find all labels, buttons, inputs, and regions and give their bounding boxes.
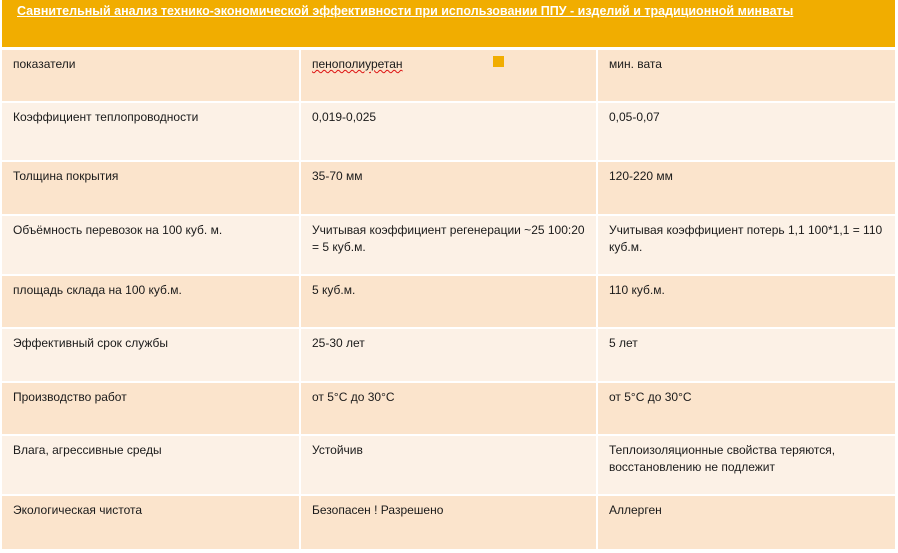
table-row — [2, 161, 895, 215]
ppu-value: 25-30 лет — [300, 328, 597, 382]
table-row — [2, 328, 895, 382]
mineral-wool-value: от 5°С до 30°С — [597, 382, 895, 435]
mineral-wool-value: 0,05-0,07 — [597, 102, 895, 161]
header-cell-ppu — [300, 50, 597, 102]
mineral-wool-value: Теплоизоляционные свойства теряются, восстановлению не подлежит — [597, 435, 895, 495]
row-label: Толщина покрытия — [2, 161, 300, 215]
table-row — [2, 102, 895, 161]
square-marker-icon — [493, 56, 504, 67]
row-label: площадь склада на 100 куб.м. — [2, 275, 300, 328]
ppu-value: 35-70 мм — [300, 161, 597, 215]
ppu-value: от 5°С до 30°С — [300, 382, 597, 435]
table-row — [2, 382, 895, 435]
ppu-value: 5 куб.м. — [300, 275, 597, 328]
table-header-row — [2, 50, 895, 102]
table-row — [2, 275, 895, 328]
ppu-value: Устойчив — [300, 435, 597, 495]
ppu-value: Учитывая коэффициент регенерации ~25 100:20 = 5 куб.м. — [300, 215, 597, 275]
table-row — [2, 495, 895, 550]
comparison-table — [2, 50, 895, 551]
mineral-wool-value: 5 лет — [597, 328, 895, 382]
ppu-value: Безопасен ! Разрешено — [300, 495, 597, 550]
row-label: Коэффициент теплопроводности — [2, 102, 300, 161]
row-label: Объёмность перевозок на 100 куб. м. — [2, 215, 300, 275]
mineral-wool-value: Аллерген — [597, 495, 895, 550]
ppu-value: 0,019-0,025 — [300, 102, 597, 161]
row-label: Влага, агрессивные среды — [2, 435, 300, 495]
page-title: Савнительный анализ технико-экономической эффективности при использовании ППУ - изделий и традиционной минваты — [17, 4, 794, 18]
header-label-ppu: пенополиуретан — [312, 57, 403, 71]
header-cell-indicators: показатели — [2, 50, 300, 102]
mineral-wool-value: 110 куб.м. — [597, 275, 895, 328]
mineral-wool-value: Учитывая коэффициент потерь 1,1 100*1,1 = 110 куб.м. — [597, 215, 895, 275]
header-cell-mineral-wool: мин. вата — [597, 50, 895, 102]
row-label: Эффективный срок службы — [2, 328, 300, 382]
mineral-wool-value: 120-220 мм — [597, 161, 895, 215]
table-row — [2, 215, 895, 275]
table-row — [2, 435, 895, 495]
row-label: Экологическая чистота — [2, 495, 300, 550]
title-bar — [2, 0, 895, 47]
row-label: Производство работ — [2, 382, 300, 435]
